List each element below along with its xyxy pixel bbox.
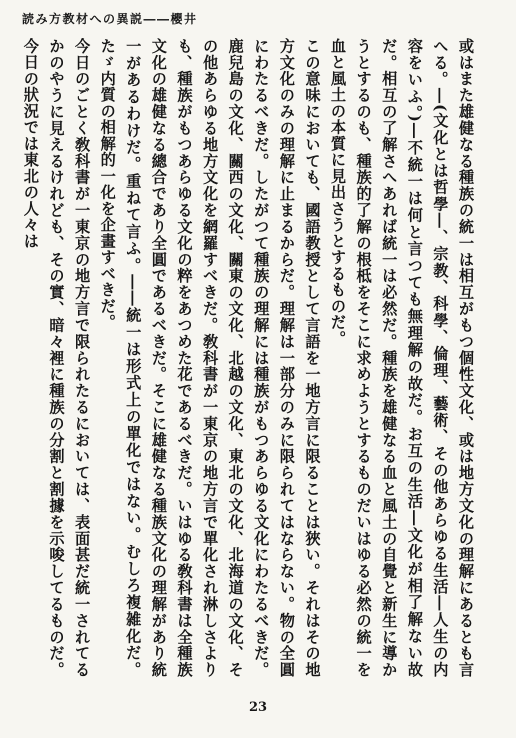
paragraph: この意味においても、國語教授として言語を一地方言に限ることは狹い。それはその地方文化のみの理解に止まるからだ。理解は一部分のみに限られてはならない。物の全圓にわたるべきだ。したがつて種族の理解には種族がもつあらゆる文化にわたるべきだ。鹿兒島の文化、關西の文化、關東の文化、北越の文化、東北の文化、北海道の文化、その他あらゆる地方文化を網羅すべきだ。敎科書が一東京の地方言で單化され淋しさよりも、種族がもつあらゆる文化の粹をあつめた花であるべきだ。いはゆる敎科書は全種族文化の雄健なる總合であり全圓であるべきだ。そこに雄健なる種族文化の理解があり統一があるわけだ。重ねて言ふ。――統一は形式上の單化ではない。むしろ複雑化だ。たゞ内質の相解的一化を企畫すべきだ。: [98, 38, 322, 678]
page-number: 23: [248, 700, 268, 715]
paragraph: 今日のごとく敎科書が一東京の地方言で限られたるにおいては、表面甚だ統一されてるかのやうに見えるけれども、その實、暗々裡に種族の分割と割據を示唆してるものだ。今日の狀況では東北の人々は: [21, 38, 92, 678]
body-text: [17, 38, 478, 678]
running-header: [0, 0, 516, 32]
header-title: 読み方教材への異説――櫻井: [22, 12, 198, 26]
paragraph: 或はまた雄健なる種族の統一は相互がもつ個性文化、或は地方文化の理解にあるとも言へる。―(文化とは哲學―、宗教、科學、倫理、藝術、その他あらゆる生活―人生の内容をいふ。)―不統一は何と言つても無理解の故だ。お互の生活―文化が相了解ない故だ。相互の了解さへあれば統一は必然だ。種族を雄健なる血と風土の自覺と新生に導かうとするのも、種族的了解の根柢をそこに求めようとするものだいはゆる必然の統一を血と風土の本質に見出さうとするものだ。: [329, 38, 475, 678]
